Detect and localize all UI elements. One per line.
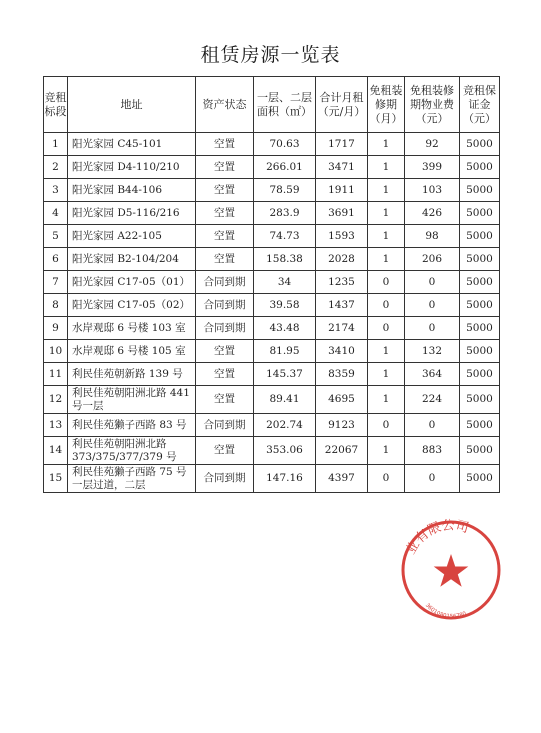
rent-cell: 4397 bbox=[316, 465, 368, 493]
rent-cell: 9123 bbox=[316, 414, 368, 437]
area-cell: 74.73 bbox=[254, 225, 316, 248]
fee-cell: 399 bbox=[405, 156, 460, 179]
free-months-cell: 1 bbox=[368, 363, 405, 386]
area-cell: 283.9 bbox=[254, 202, 316, 225]
fee-cell: 206 bbox=[405, 248, 460, 271]
header-deposit: 竞租保证金（元） bbox=[460, 77, 500, 133]
area-cell: 34 bbox=[254, 271, 316, 294]
status-cell: 合同到期 bbox=[196, 465, 254, 493]
address-cell: 利民佳苑朝阳洲北路 373/375/377/379 号 bbox=[68, 437, 196, 465]
seal-number: 3601080156780 bbox=[423, 602, 468, 620]
table-row bbox=[44, 386, 500, 414]
free-months-cell: 1 bbox=[368, 437, 405, 465]
address-cell: 利民佳苑朝新路 139 号 bbox=[68, 363, 196, 386]
fee-cell: 0 bbox=[405, 294, 460, 317]
free-months-cell: 1 bbox=[368, 202, 405, 225]
address-cell: 水岸观邸 6 号楼 103 室 bbox=[68, 317, 196, 340]
address-cell: 阳光家园 D4-110/210 bbox=[68, 156, 196, 179]
header-property-fee: 免租装修期物业费（元） bbox=[405, 77, 460, 133]
lot-number-cell: 9 bbox=[44, 317, 68, 340]
address-cell: 利民佳苑朝阳洲北路 441 号一层 bbox=[68, 386, 196, 414]
address-cell: 阳光家园 C45-101 bbox=[68, 133, 196, 156]
area-cell: 81.95 bbox=[254, 340, 316, 363]
status-cell: 空置 bbox=[196, 340, 254, 363]
fee-cell: 883 bbox=[405, 437, 460, 465]
deposit-cell: 5000 bbox=[460, 414, 500, 437]
free-months-cell: 0 bbox=[368, 414, 405, 437]
fee-cell: 0 bbox=[405, 271, 460, 294]
rent-cell: 3410 bbox=[316, 340, 368, 363]
deposit-cell: 5000 bbox=[460, 465, 500, 493]
area-cell: 202.74 bbox=[254, 414, 316, 437]
address-cell: 利民佳苑獭子西路 83 号 bbox=[68, 414, 196, 437]
status-cell: 合同到期 bbox=[196, 317, 254, 340]
deposit-cell: 5000 bbox=[460, 317, 500, 340]
free-months-cell: 1 bbox=[368, 248, 405, 271]
fee-cell: 364 bbox=[405, 363, 460, 386]
fee-cell: 0 bbox=[405, 317, 460, 340]
fee-cell: 98 bbox=[405, 225, 460, 248]
area-cell: 89.41 bbox=[254, 386, 316, 414]
free-months-cell: 0 bbox=[368, 294, 405, 317]
lot-number-cell: 7 bbox=[44, 271, 68, 294]
status-cell: 空置 bbox=[196, 179, 254, 202]
rent-cell: 1593 bbox=[316, 225, 368, 248]
table-row bbox=[44, 340, 500, 363]
fee-cell: 132 bbox=[405, 340, 460, 363]
status-cell: 合同到期 bbox=[196, 294, 254, 317]
rental-table bbox=[43, 76, 500, 493]
rent-cell: 3471 bbox=[316, 156, 368, 179]
company-seal bbox=[395, 512, 507, 624]
rent-cell: 2028 bbox=[316, 248, 368, 271]
header-free-months: 免租装修期（月） bbox=[368, 77, 405, 133]
area-cell: 147.16 bbox=[254, 465, 316, 493]
lot-number-cell: 11 bbox=[44, 363, 68, 386]
status-cell: 空置 bbox=[196, 133, 254, 156]
seal-star-icon bbox=[434, 554, 469, 587]
status-cell: 空置 bbox=[196, 202, 254, 225]
free-months-cell: 0 bbox=[368, 317, 405, 340]
page-title: 租赁房源一览表 bbox=[200, 44, 341, 66]
lot-number-cell: 8 bbox=[44, 294, 68, 317]
address-cell: 水岸观邸 6 号楼 105 室 bbox=[68, 340, 196, 363]
deposit-cell: 5000 bbox=[460, 133, 500, 156]
lot-number-cell: 3 bbox=[44, 179, 68, 202]
table-row bbox=[44, 225, 500, 248]
table-body bbox=[44, 133, 500, 493]
header-area: 一层、二层面积（㎡） bbox=[254, 77, 316, 133]
lot-number-cell: 15 bbox=[44, 465, 68, 493]
rent-cell: 22067 bbox=[316, 437, 368, 465]
address-cell: 阳光家园 B2-104/204 bbox=[68, 248, 196, 271]
deposit-cell: 5000 bbox=[460, 363, 500, 386]
table-row bbox=[44, 156, 500, 179]
rent-cell: 3691 bbox=[316, 202, 368, 225]
deposit-cell: 5000 bbox=[460, 202, 500, 225]
fee-cell: 0 bbox=[405, 414, 460, 437]
lot-number-cell: 4 bbox=[44, 202, 68, 225]
lot-number-cell: 13 bbox=[44, 414, 68, 437]
status-cell: 合同到期 bbox=[196, 414, 254, 437]
free-months-cell: 0 bbox=[368, 465, 405, 493]
address-cell: 阳光家园 C17-05（02） bbox=[68, 294, 196, 317]
lot-number-cell: 2 bbox=[44, 156, 68, 179]
table-row bbox=[44, 271, 500, 294]
header-address: 地址 bbox=[68, 77, 196, 133]
seal-arc-text: 业有限公司 bbox=[403, 518, 471, 558]
deposit-cell: 5000 bbox=[460, 156, 500, 179]
table-row bbox=[44, 465, 500, 493]
status-cell: 空置 bbox=[196, 437, 254, 465]
header-monthly-rent: 合计月租（元/月） bbox=[316, 77, 368, 133]
table-row bbox=[44, 179, 500, 202]
table-row bbox=[44, 414, 500, 437]
lot-number-cell: 10 bbox=[44, 340, 68, 363]
deposit-cell: 5000 bbox=[460, 386, 500, 414]
address-cell: 利民佳苑獭子西路 75 号一层过道，二层 bbox=[68, 465, 196, 493]
table-row bbox=[44, 294, 500, 317]
fee-cell: 426 bbox=[405, 202, 460, 225]
free-months-cell: 1 bbox=[368, 340, 405, 363]
rent-cell: 4695 bbox=[316, 386, 368, 414]
area-cell: 70.63 bbox=[254, 133, 316, 156]
area-cell: 353.06 bbox=[254, 437, 316, 465]
table-row bbox=[44, 202, 500, 225]
free-months-cell: 1 bbox=[368, 156, 405, 179]
lot-number-cell: 14 bbox=[44, 437, 68, 465]
deposit-cell: 5000 bbox=[460, 340, 500, 363]
table-row bbox=[44, 363, 500, 386]
free-months-cell: 1 bbox=[368, 133, 405, 156]
status-cell: 空置 bbox=[196, 156, 254, 179]
rent-cell: 8359 bbox=[316, 363, 368, 386]
table-row bbox=[44, 317, 500, 340]
free-months-cell: 1 bbox=[368, 225, 405, 248]
area-cell: 145.37 bbox=[254, 363, 316, 386]
deposit-cell: 5000 bbox=[460, 179, 500, 202]
status-cell: 空置 bbox=[196, 386, 254, 414]
lot-number-cell: 6 bbox=[44, 248, 68, 271]
lot-number-cell: 1 bbox=[44, 133, 68, 156]
fee-cell: 0 bbox=[405, 465, 460, 493]
rent-cell: 1437 bbox=[316, 294, 368, 317]
free-months-cell: 0 bbox=[368, 271, 405, 294]
area-cell: 266.01 bbox=[254, 156, 316, 179]
deposit-cell: 5000 bbox=[460, 271, 500, 294]
status-cell: 空置 bbox=[196, 248, 254, 271]
lot-number-cell: 12 bbox=[44, 386, 68, 414]
lot-number-cell: 5 bbox=[44, 225, 68, 248]
table-row bbox=[44, 133, 500, 156]
table-row bbox=[44, 248, 500, 271]
header-lot-number: 竞租标段 bbox=[44, 77, 68, 133]
area-cell: 158.38 bbox=[254, 248, 316, 271]
rent-cell: 2174 bbox=[316, 317, 368, 340]
fee-cell: 92 bbox=[405, 133, 460, 156]
address-cell: 阳光家园 C17-05（01） bbox=[68, 271, 196, 294]
free-months-cell: 1 bbox=[368, 179, 405, 202]
deposit-cell: 5000 bbox=[460, 437, 500, 465]
area-cell: 78.59 bbox=[254, 179, 316, 202]
rent-cell: 1911 bbox=[316, 179, 368, 202]
status-cell: 合同到期 bbox=[196, 271, 254, 294]
area-cell: 39.58 bbox=[254, 294, 316, 317]
deposit-cell: 5000 bbox=[460, 248, 500, 271]
deposit-cell: 5000 bbox=[460, 294, 500, 317]
status-cell: 空置 bbox=[196, 363, 254, 386]
table-row bbox=[44, 437, 500, 465]
address-cell: 阳光家园 B44-106 bbox=[68, 179, 196, 202]
free-months-cell: 1 bbox=[368, 386, 405, 414]
deposit-cell: 5000 bbox=[460, 225, 500, 248]
fee-cell: 224 bbox=[405, 386, 460, 414]
status-cell: 空置 bbox=[196, 225, 254, 248]
area-cell: 43.48 bbox=[254, 317, 316, 340]
fee-cell: 103 bbox=[405, 179, 460, 202]
address-cell: 阳光家园 A22-105 bbox=[68, 225, 196, 248]
address-cell: 阳光家园 D5-116/216 bbox=[68, 202, 196, 225]
rent-cell: 1717 bbox=[316, 133, 368, 156]
table-header-row bbox=[44, 77, 500, 133]
header-asset-status: 资产状态 bbox=[196, 77, 254, 133]
rent-cell: 1235 bbox=[316, 271, 368, 294]
